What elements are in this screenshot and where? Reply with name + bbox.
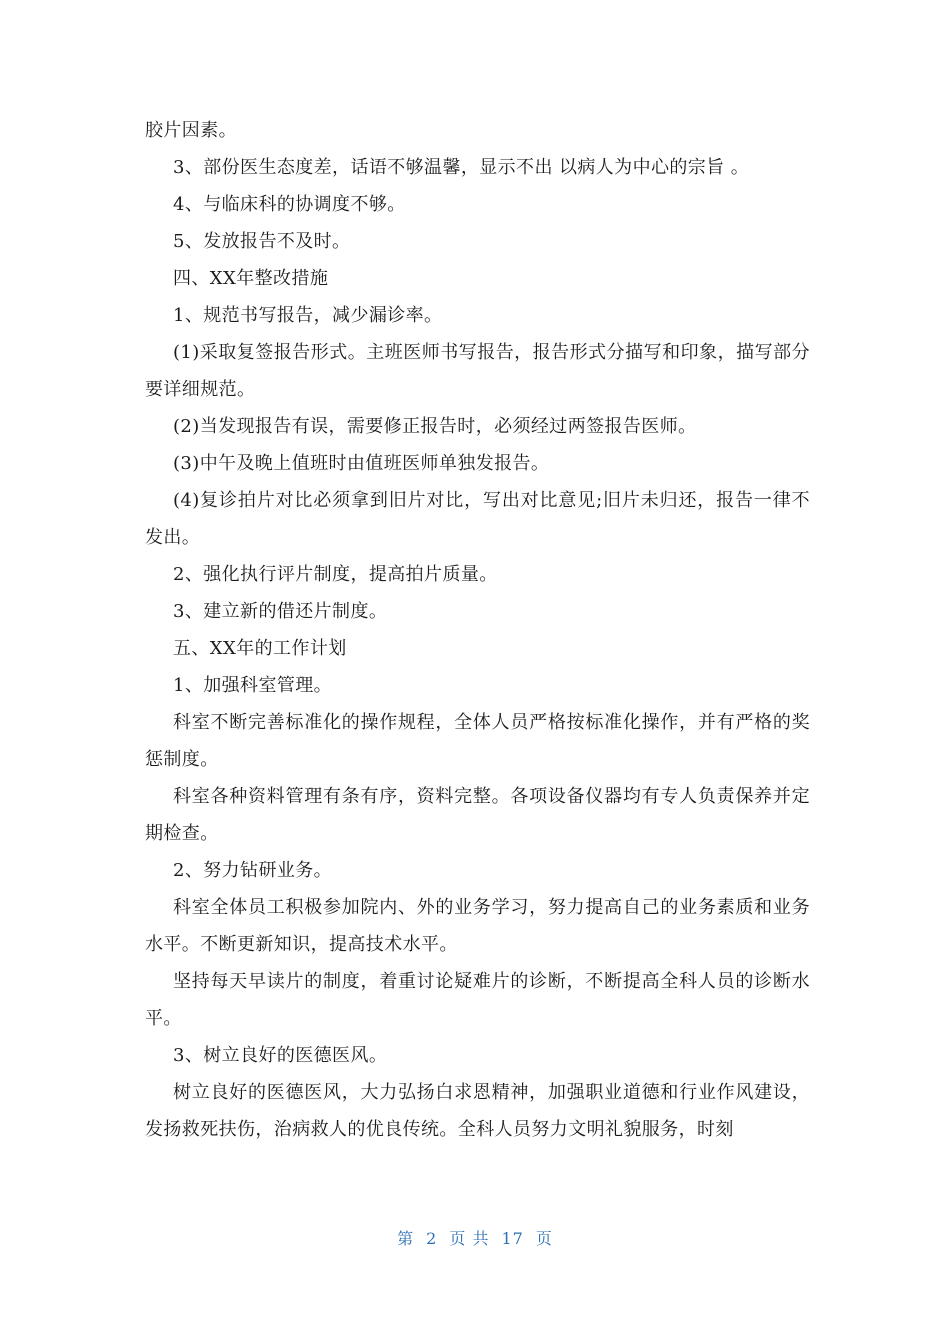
paragraph: 3、建立新的借还片制度。 [173,601,388,622]
paragraph: 5、发放报告不及时。 [173,231,351,252]
paragraph: 1、加强科室管理。 [173,675,333,696]
footer-prefix: 第 [397,1229,415,1248]
paragraph: 坚持每天早读片的制度，着重讨论疑难片的诊断，不断提高全科人员的诊断水平。 [145,971,810,1029]
paragraph: 2、强化执行评片制度，提高拍片质量。 [173,564,498,585]
page-footer [0,1226,950,1249]
paragraph: (4)复诊拍片对比必须拿到旧片对比，写出对比意见;旧片未归还，报告一律不发出。 [145,490,810,548]
paragraph: 科室全体员工积极参加院内、外的业务学习，努力提高自己的业务素质和业务水平。不断更新知识，提高技术水平。 [145,897,810,955]
paragraph: (2)当发现报告有误，需要修正报告时，必须经过两签报告医师。 [173,416,697,437]
paragraph: 科室不断完善标准化的操作规程，全体人员严格按标准化操作，并有严格的奖惩制度。 [145,712,810,770]
paragraph: (1)采取复签报告形式。主班医师书写报告，报告形式分描写和印象，描写部分要详细规范。 [145,342,810,400]
footer-page-number: 2 [426,1229,438,1248]
paragraph: 1、规范书写报告，减少漏诊率。 [173,305,443,326]
footer-middle: 页 共 [449,1229,490,1248]
paragraph: 胶片因素。 [145,120,237,141]
section-heading: 四、XX年整改措施 [173,268,329,289]
document-body [145,112,810,1148]
footer-total-pages: 17 [501,1229,524,1248]
paragraph: 科室各种资料管理有条有序，资料完整。各项设备仪器均有专人负责保养并定期检查。 [145,786,810,844]
paragraph: 3、部份医生态度差，话语不够温馨，显示不出 以病人为中心的宗旨 。 [173,157,750,178]
section-heading: 五、XX年的工作计划 [173,638,347,659]
paragraph: 2、努力钻研业务。 [173,860,333,881]
paragraph: (3)中午及晚上值班时由值班医师单独发报告。 [173,453,550,474]
footer-suffix: 页 [535,1229,553,1248]
paragraph: 3、树立良好的医德医风。 [173,1045,388,1066]
paragraph: 4、与临床科的协调度不够。 [173,194,406,215]
paragraph: 树立良好的医德医风，大力弘扬白求恩精神，加强职业道德和行业作风建设，发扬救死扶伤，治病救人的优良传统。全科人员努力文明礼貌服务，时刻 [145,1082,810,1140]
